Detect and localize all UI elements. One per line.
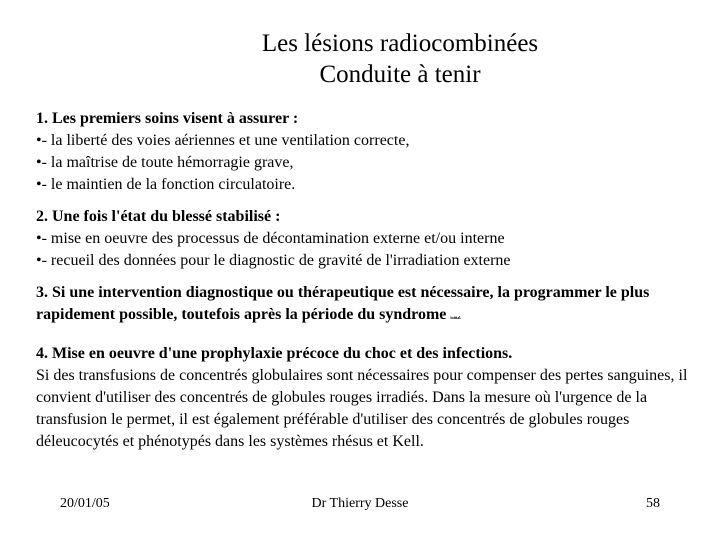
section-3-tiny: initial. [450, 315, 462, 320]
footer-date: 20/01/05 [60, 496, 110, 511]
section-3 [36, 282, 706, 329]
section-2-heading: 2. Une fois l'état du blessé stabilisé : [36, 208, 281, 225]
section-2-item: •- recueil des données pour le diagnostic de gravité de l'irradiation externe [36, 252, 511, 269]
title-line-2: Conduite à tenir [319, 61, 481, 88]
slide-title [0, 28, 720, 90]
section-3-text [36, 282, 706, 329]
section-2 [36, 206, 706, 272]
section-1-item: •- le maintien de la fonction circulatoire. [36, 176, 296, 193]
section-1-heading: 1. Les premiers soins visent à assurer : [36, 110, 299, 127]
footer-author: Dr Thierry Desse [311, 496, 409, 511]
section-4 [36, 343, 706, 453]
footer-page-number: 58 [646, 496, 660, 511]
section-3-main: 3. Si une intervention diagnostique ou thérapeutique est nécessaire, la programmer le plus rapidement possible, toutefois après la période du syndrome [36, 284, 650, 323]
section-1 [36, 108, 706, 196]
section-4-heading: 4. Mise en oeuvre d'une prophylaxie précoce du choc et des infections. [36, 345, 513, 362]
section-1-item: •- la liberté des voies aériennes et une ventilation correcte, [36, 132, 410, 149]
title-line-1: Les lésions radiocombinées [261, 30, 539, 57]
slide-body [36, 108, 706, 453]
section-1-item: •- la maîtrise de toute hémorragie grave, [36, 154, 294, 171]
section-4-body: Si des transfusions de concentrés globulaires sont nécessaires pour compenser des pertes sanguines, il convient d'utiliser des concentrés de globules rouges irradiés. Dans la mesure où l'urgence de la transfusion le permet, il est également préférable d'utiliser des concentrés de globules rouges déleucocytés et phénotypés dans les systèmes rhésus et Kell. [36, 367, 688, 450]
section-2-item: •- mise en oeuvre des processus de décontamination externe et/ou interne [36, 230, 505, 247]
